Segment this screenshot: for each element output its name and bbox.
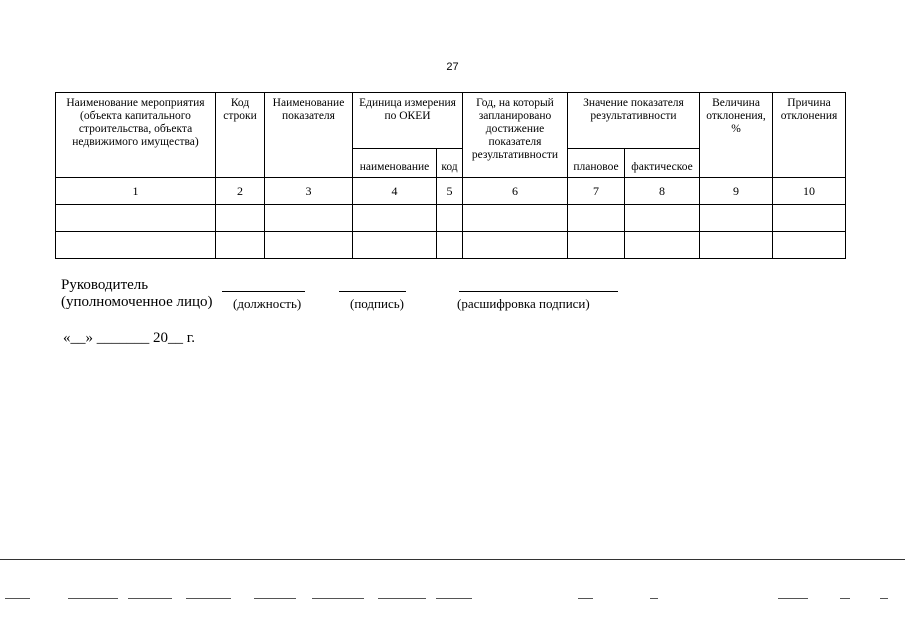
footer-dash bbox=[128, 598, 172, 599]
table-cell bbox=[700, 232, 773, 259]
date-line: «__» _______ 20__ г. bbox=[63, 330, 195, 346]
footer-dash bbox=[578, 598, 593, 599]
table-cell bbox=[625, 205, 700, 232]
table-row bbox=[56, 232, 846, 259]
signature-caption: (подпись) bbox=[350, 296, 404, 311]
header-event-name: Наименование мероприятия (объекта капитального строительства, объекта недвижимого имущества) bbox=[56, 93, 216, 178]
column-number-7: 7 bbox=[568, 178, 625, 205]
column-number-6: 6 bbox=[463, 178, 568, 205]
table-cell bbox=[625, 232, 700, 259]
results-table bbox=[55, 92, 846, 259]
table-cell bbox=[265, 205, 353, 232]
header-deviation-reason: Причина отклонения bbox=[773, 93, 846, 178]
header-row-code: Код строки bbox=[216, 93, 265, 178]
column-number-4: 4 bbox=[353, 178, 437, 205]
footer-dash bbox=[436, 598, 472, 599]
table-cell bbox=[773, 205, 846, 232]
table-cell bbox=[773, 232, 846, 259]
column-number-5: 5 bbox=[437, 178, 463, 205]
position-line bbox=[222, 291, 305, 292]
footer-dash bbox=[378, 598, 426, 599]
footer-dash bbox=[5, 598, 30, 599]
table-cell bbox=[265, 232, 353, 259]
table-cell bbox=[56, 205, 216, 232]
header-unit-name: наименование bbox=[353, 149, 437, 178]
header-unit-code: код bbox=[437, 149, 463, 178]
page-number: 27 bbox=[446, 61, 459, 73]
header-indicator-name: Наименование показателя bbox=[265, 93, 353, 178]
table-cell bbox=[463, 205, 568, 232]
footer-dash bbox=[312, 598, 364, 599]
footer-dash bbox=[68, 598, 118, 599]
column-number-row bbox=[56, 178, 846, 205]
table-cell bbox=[353, 205, 437, 232]
table-cell bbox=[216, 232, 265, 259]
header-value-group: Значение показателя результативности bbox=[568, 93, 700, 149]
column-number-3: 3 bbox=[265, 178, 353, 205]
signature-line bbox=[339, 291, 406, 292]
header-value-planned: плановое bbox=[568, 149, 625, 178]
header-value-actual: фактическое bbox=[625, 149, 700, 178]
table-cell bbox=[568, 205, 625, 232]
column-number-2: 2 bbox=[216, 178, 265, 205]
footer-dash bbox=[186, 598, 231, 599]
table-cell bbox=[568, 232, 625, 259]
table-cell bbox=[700, 205, 773, 232]
footer-divider bbox=[0, 559, 905, 560]
signature-decoding-line bbox=[459, 291, 618, 292]
signature-decoding-caption: (расшифровка подписи) bbox=[457, 296, 590, 311]
table-cell bbox=[56, 232, 216, 259]
column-number-9: 9 bbox=[700, 178, 773, 205]
header-unit-group: Единица измерения по ОКЕИ bbox=[353, 93, 463, 149]
column-number-8: 8 bbox=[625, 178, 700, 205]
position-caption: (должность) bbox=[233, 296, 302, 311]
footer-dash bbox=[880, 598, 888, 599]
head-label: Руководитель bbox=[61, 277, 149, 293]
footer-dash bbox=[778, 598, 808, 599]
footer-dash bbox=[254, 598, 296, 599]
column-number-1: 1 bbox=[56, 178, 216, 205]
table-cell bbox=[353, 232, 437, 259]
table-cell bbox=[437, 232, 463, 259]
footer-dash bbox=[650, 598, 658, 599]
table-row bbox=[56, 205, 846, 232]
header-deviation-value: Величина отклонения, % bbox=[700, 93, 773, 178]
authorized-person-label: (уполномоченное лицо) bbox=[61, 294, 213, 310]
table-cell bbox=[437, 205, 463, 232]
table-cell bbox=[216, 205, 265, 232]
column-number-10: 10 bbox=[773, 178, 846, 205]
table-cell bbox=[463, 232, 568, 259]
header-year-planned: Год, на который запланировано достижение показателя результативности bbox=[463, 93, 568, 178]
header-row-1 bbox=[56, 93, 846, 149]
footer-dash bbox=[840, 598, 850, 599]
